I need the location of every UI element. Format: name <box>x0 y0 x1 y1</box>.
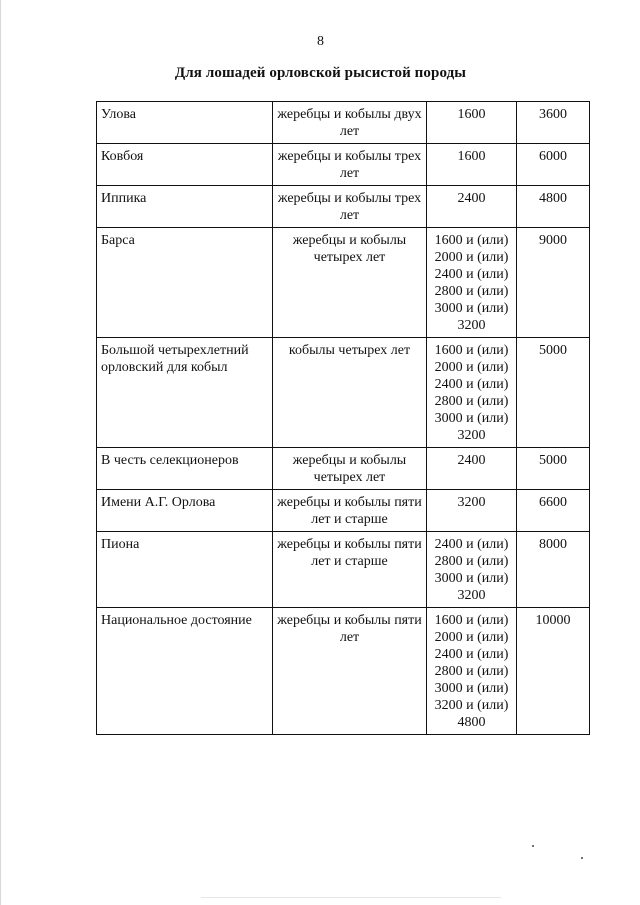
table-row <box>97 448 590 490</box>
distance-value: 2400 <box>457 453 486 468</box>
prize-cell: 4800 <box>517 186 590 228</box>
table-row <box>97 608 590 735</box>
table-row <box>97 228 590 338</box>
distance-cell <box>427 338 517 448</box>
distance-value: 2400 и (или) <box>434 537 509 552</box>
distance-value: 3200 <box>457 588 486 603</box>
race-name-cell: Пиона <box>97 532 273 608</box>
distance-value: 2000 и (или) <box>434 250 509 265</box>
table-row <box>97 490 590 532</box>
distance-cell <box>427 186 517 228</box>
distance-value: 3000 и (или) <box>434 571 509 586</box>
prize-table <box>96 101 590 735</box>
page-number: 8 <box>317 34 324 49</box>
distance-cell <box>427 228 517 338</box>
table-row <box>97 102 590 144</box>
distance-value: 3000 и (или) <box>434 411 509 426</box>
distance-value: 1600 <box>457 107 486 122</box>
distance-value: 2000 и (или) <box>434 630 509 645</box>
table-row <box>97 338 590 448</box>
horses-cell: жеребцы и кобылы четырех лет <box>273 228 427 338</box>
distance-value: 3200 <box>457 318 486 333</box>
distance-value: 3000 и (или) <box>434 301 509 316</box>
prize-cell: 6600 <box>517 490 590 532</box>
distance-value: 3200 <box>457 495 486 510</box>
distance-value: 3200 и (или) <box>434 698 509 713</box>
race-name-cell: Имени А.Г. Орлова <box>97 490 273 532</box>
page-title: Для лошадей орловской рысистой породы <box>174 65 467 81</box>
table-row <box>97 532 590 608</box>
horses-cell: жеребцы и кобылы пяти лет <box>273 608 427 735</box>
distance-value: 2800 и (или) <box>434 664 509 679</box>
table-row <box>97 144 590 186</box>
prize-cell: 9000 <box>517 228 590 338</box>
distance-cell <box>427 448 517 490</box>
race-name-cell: Улова <box>97 102 273 144</box>
distance-value: 3200 <box>457 428 486 443</box>
distance-value: 1600 <box>457 149 486 164</box>
table-body <box>97 102 590 735</box>
horses-cell: жеребцы и кобылы пяти лет и старше <box>273 490 427 532</box>
horses-cell: жеребцы и кобылы трех лет <box>273 144 427 186</box>
distance-value: 2800 и (или) <box>434 394 509 409</box>
prize-cell: 8000 <box>517 532 590 608</box>
distance-value: 2800 и (или) <box>434 554 509 569</box>
distance-value: 2000 и (или) <box>434 360 509 375</box>
distance-cell <box>427 608 517 735</box>
horses-cell: жеребцы и кобылы трех лет <box>273 186 427 228</box>
distance-value: 1600 и (или) <box>434 233 509 248</box>
prize-cell: 6000 <box>517 144 590 186</box>
scan-edge <box>201 897 501 898</box>
prize-cell: 5000 <box>517 448 590 490</box>
distance-value: 4800 <box>457 715 486 730</box>
distance-value: 2400 и (или) <box>434 647 509 662</box>
race-name-cell: Ковбоя <box>97 144 273 186</box>
distance-cell <box>427 490 517 532</box>
distance-value: 3000 и (или) <box>434 681 509 696</box>
prize-cell: 10000 <box>517 608 590 735</box>
distance-value: 2800 и (или) <box>434 284 509 299</box>
race-name-cell: Иппика <box>97 186 273 228</box>
distance-cell <box>427 144 517 186</box>
horses-cell: жеребцы и кобылы пяти лет и старше <box>273 532 427 608</box>
race-name-cell: Барса <box>97 228 273 338</box>
horses-cell: кобылы четырех лет <box>273 338 427 448</box>
scan-speck <box>532 845 534 847</box>
distance-value: 2400 и (или) <box>434 377 509 392</box>
race-name-cell: Большой четырехлетний орловский для кобыл <box>97 338 273 448</box>
horses-cell: жеребцы и кобылы четырех лет <box>273 448 427 490</box>
distance-value: 2400 <box>457 191 486 206</box>
scan-speck <box>581 857 583 859</box>
horses-cell: жеребцы и кобылы двух лет <box>273 102 427 144</box>
race-name-cell: В честь селекционеров <box>97 448 273 490</box>
race-name-cell: Национальное достояние <box>97 608 273 735</box>
distance-value: 1600 и (или) <box>434 613 509 628</box>
table-row <box>97 186 590 228</box>
distance-cell <box>427 102 517 144</box>
prize-cell: 3600 <box>517 102 590 144</box>
distance-value: 1600 и (или) <box>434 343 509 358</box>
distance-value: 2400 и (или) <box>434 267 509 282</box>
distance-cell <box>427 532 517 608</box>
prize-cell: 5000 <box>517 338 590 448</box>
